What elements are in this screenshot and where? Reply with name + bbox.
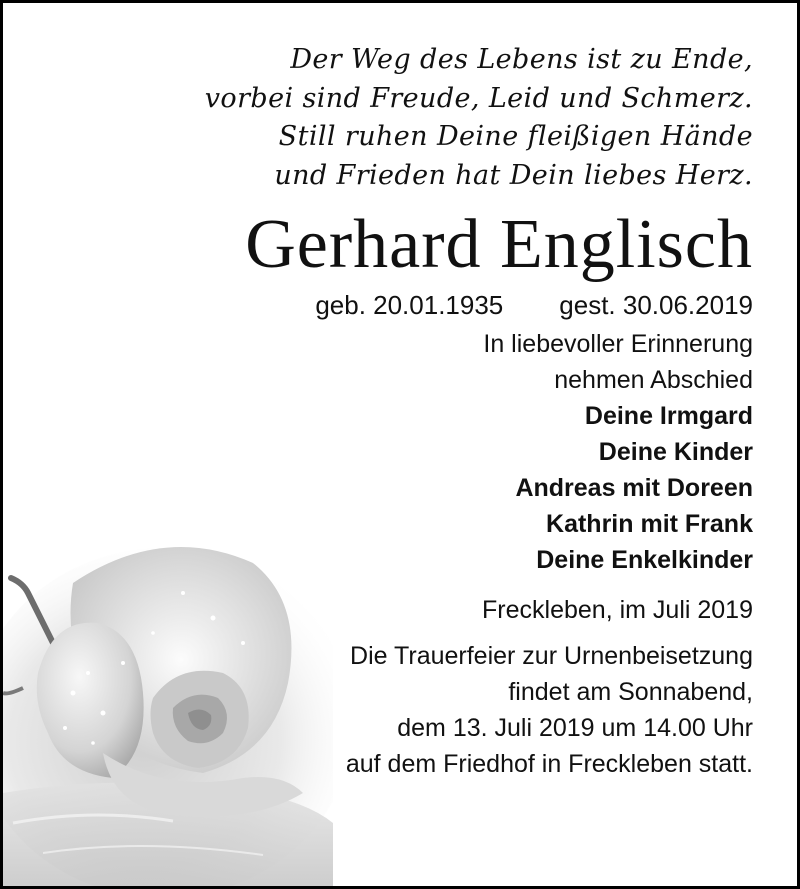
poem-line: vorbei sind Freude, Leid und Schmerz.: [204, 82, 753, 114]
life-dates: [53, 287, 753, 323]
service-line: auf dem Friedhof in Freckleben statt.: [345, 750, 753, 778]
poem-line: Still ruhen Deine fleißigen Hände: [278, 121, 753, 152]
poem-line: und Frieden hat Dein liebes Herz.: [274, 159, 753, 191]
intro-line: nehmen Abschied: [554, 366, 753, 394]
mourner-name: Kathrin mit Frank: [546, 510, 753, 538]
place-date: Freckleben, im Juli 2019: [482, 596, 753, 624]
service-line: dem 13. Juli 2019 um 14.00 Uhr: [397, 714, 753, 742]
poem: [53, 41, 753, 195]
service-line: findet am Sonnabend,: [508, 678, 753, 706]
intro-line: In liebevoller Erinnerung: [483, 330, 753, 358]
mourner-name: Deine Enkelkinder: [536, 546, 753, 574]
birth-date: geb. 20.01.1935: [315, 290, 504, 320]
mourner-name: Deine Kinder: [598, 438, 753, 466]
poem-line: Der Weg des Lebens ist zu Ende,: [290, 44, 753, 75]
death-date: gest. 30.06.2019: [559, 290, 753, 320]
mourner-name: Deine Irmgard: [584, 402, 753, 430]
funeral-service-info: [53, 638, 753, 782]
service-line: Die Trauerfeier zur Urnenbeisetzung: [350, 642, 753, 670]
mourners-intro: [53, 326, 753, 398]
deceased-name: Gerhard Englisch: [245, 206, 753, 283]
mourner-name: Andreas mit Doreen: [515, 474, 753, 502]
notice-text: [53, 41, 753, 782]
mourners-list: [53, 398, 753, 578]
